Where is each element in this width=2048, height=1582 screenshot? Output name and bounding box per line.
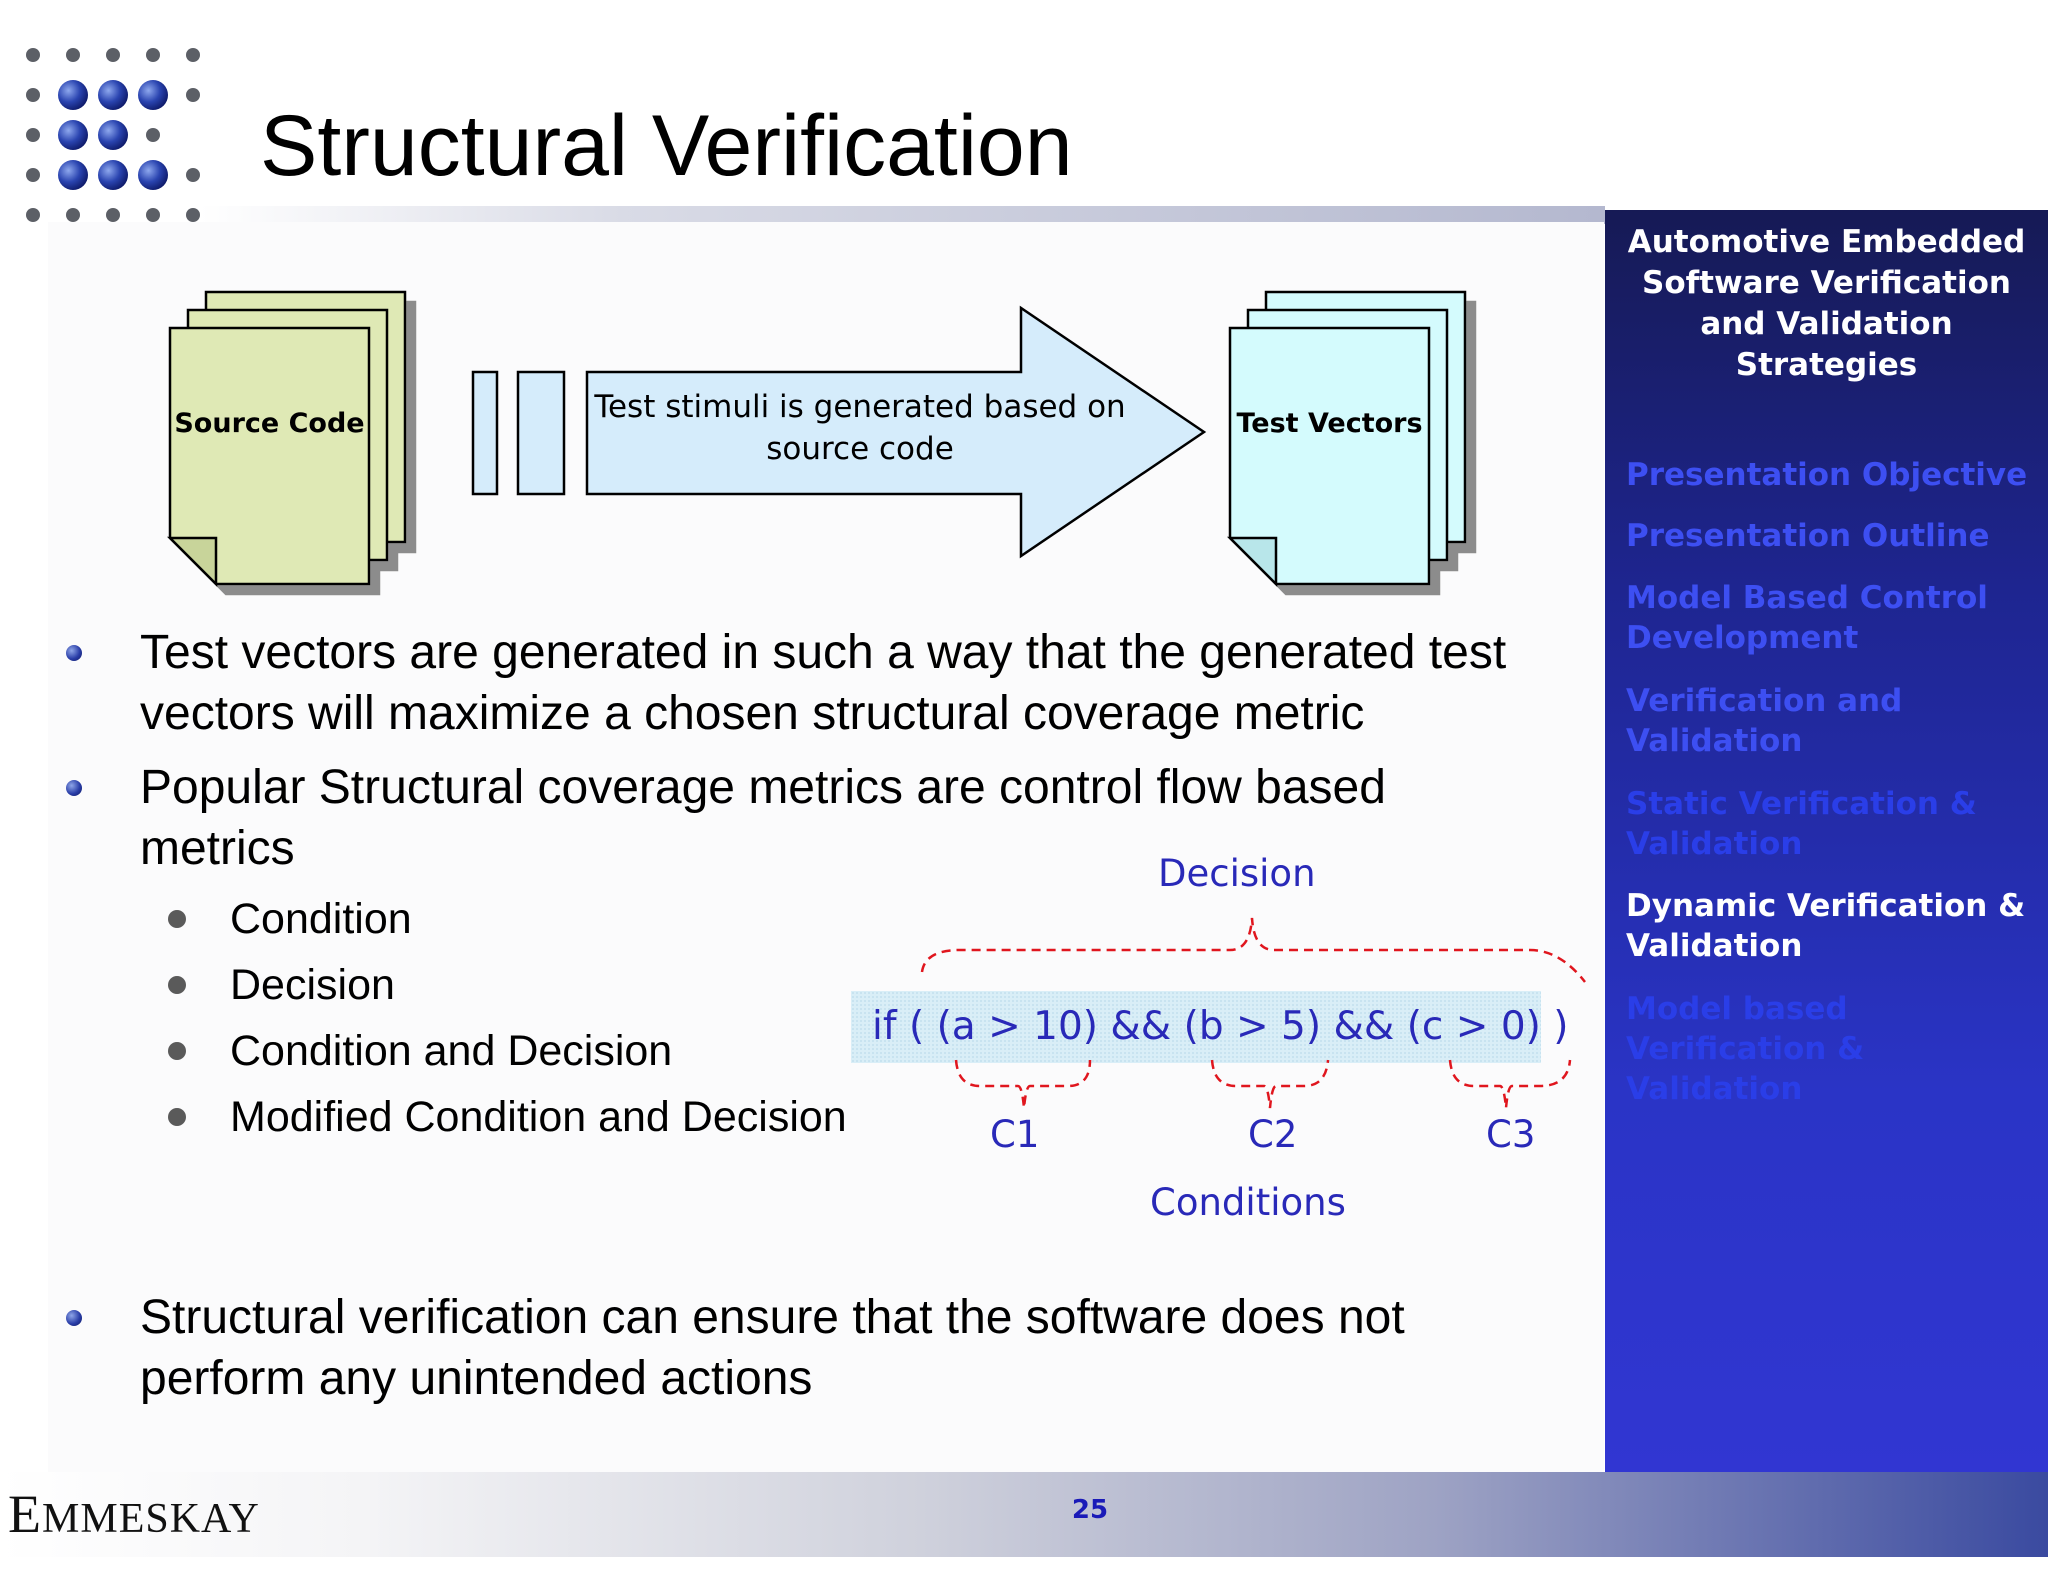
bullet-text: Popular Structural coverage metrics are control flow based metrics bbox=[140, 761, 1386, 875]
slide-title: Structural Verification bbox=[260, 98, 1073, 194]
sidebar-item-model-based-control[interactable]: Model Based Control Development bbox=[1626, 580, 1988, 656]
brand-rest: MMESKAY bbox=[42, 1496, 260, 1542]
logo-dots-icon bbox=[18, 40, 208, 230]
sidebar-item-presentation-outline[interactable]: Presentation Outline bbox=[1626, 518, 1990, 554]
condition-label-c3: C3 bbox=[1486, 1113, 1536, 1156]
test-vectors-label: Test Vectors bbox=[1236, 408, 1423, 439]
brand-logo bbox=[8, 1482, 260, 1551]
bullet-icon bbox=[66, 1310, 82, 1326]
arrow-text: Test stimuli is generated based on source code bbox=[594, 389, 1126, 467]
bullet-icon bbox=[66, 645, 82, 661]
conditions-label: Conditions bbox=[1150, 1181, 1346, 1224]
condition-label-c2: C2 bbox=[1248, 1113, 1298, 1156]
sidebar-item-static-verification[interactable]: Static Verification & Validation bbox=[1626, 786, 1977, 862]
sub-bullet-text: Modified Condition and Decision bbox=[230, 1093, 847, 1141]
sidebar-heading: Automotive Embedded Software Verification and Validation Strategies bbox=[1627, 224, 2026, 383]
decision-label: Decision bbox=[1158, 852, 1316, 895]
bullet-text: Structural verification can ensure that the software does not perform any unintended actions bbox=[140, 1291, 1405, 1405]
brand-first-letter: E bbox=[8, 1484, 42, 1544]
sub-bullet-icon bbox=[168, 1108, 186, 1126]
brace-annotations bbox=[900, 900, 1600, 1140]
sub-bullet-icon bbox=[168, 976, 186, 994]
sidebar-item-presentation-objective[interactable]: Presentation Objective bbox=[1626, 457, 2028, 493]
code-expression: if ( (a > 10) && (b > 5) && (c > 0) ) bbox=[872, 1004, 1569, 1049]
footer-bar bbox=[0, 1472, 2048, 1557]
sub-bullet-text: Decision bbox=[230, 961, 395, 1009]
bullet-icon bbox=[66, 780, 82, 796]
page-number: 25 bbox=[1071, 1495, 1109, 1525]
process-diagram bbox=[160, 286, 1500, 606]
sub-bullet-text: Condition and Decision bbox=[230, 1027, 673, 1075]
bullet-text: Test vectors are generated in such a way that the generated test vectors will maximize a chosen structural coverage metric bbox=[140, 626, 1507, 740]
sub-bullet-icon bbox=[168, 910, 186, 928]
sidebar-item-dynamic-verification[interactable]: Dynamic Verification & Validation bbox=[1626, 888, 2026, 964]
sub-bullet-icon bbox=[168, 1042, 186, 1060]
sidebar-item-model-based-verification[interactable]: Model based Verification & Validation bbox=[1626, 991, 1865, 1107]
source-code-label: Source Code bbox=[174, 408, 365, 439]
sidebar-item-verification-validation[interactable]: Verification and Validation bbox=[1626, 683, 1903, 759]
condition-label-c1: C1 bbox=[990, 1113, 1040, 1156]
sub-bullet-text: Condition bbox=[230, 895, 412, 943]
